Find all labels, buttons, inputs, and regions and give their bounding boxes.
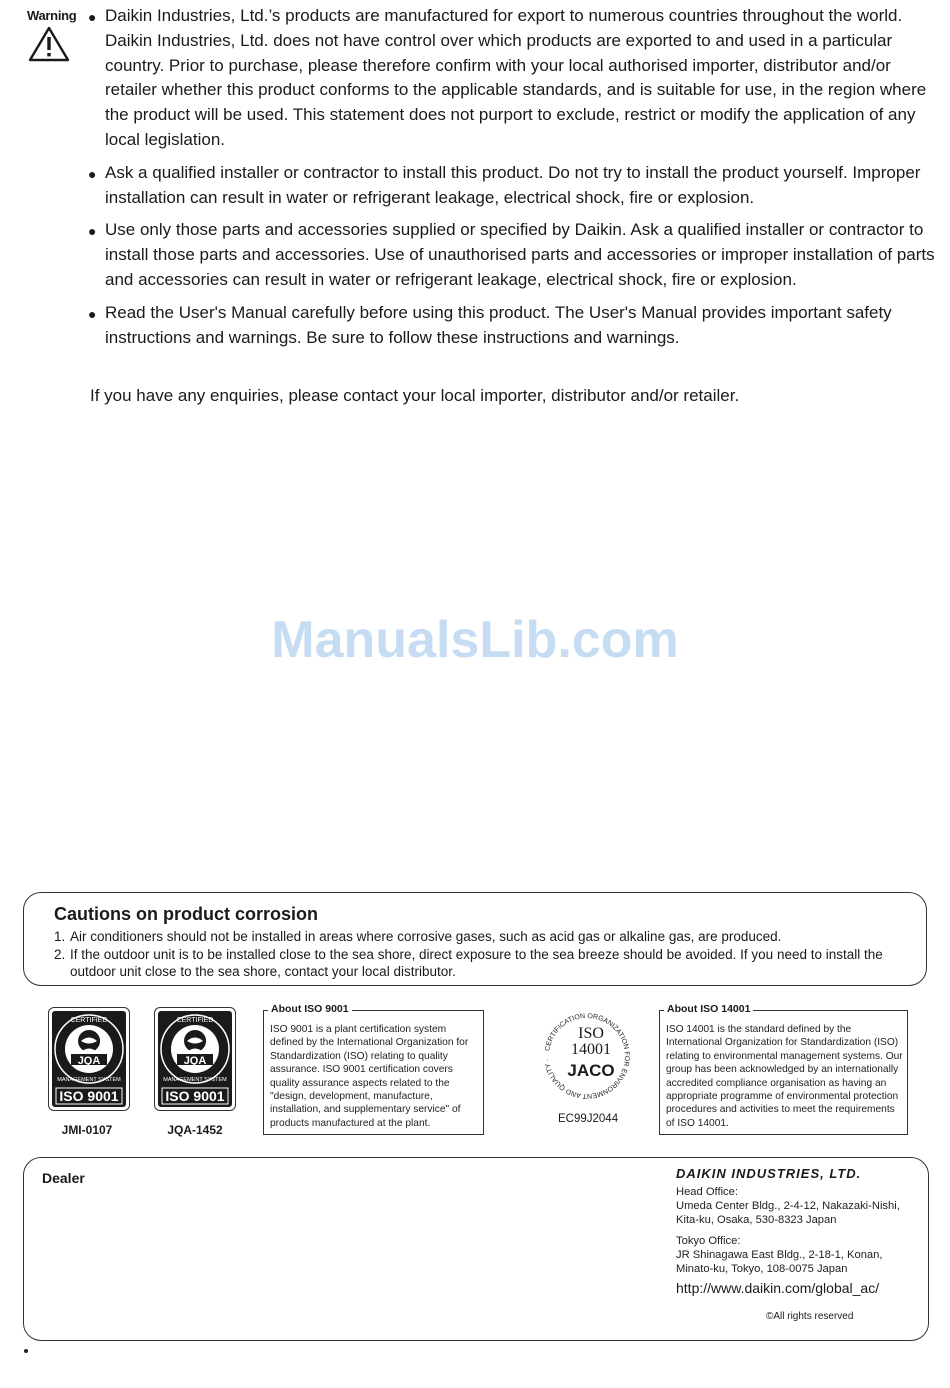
company-name: DAIKIN INDUSTRIES, LTD. — [676, 1166, 862, 1181]
tokyo-office-label: Tokyo Office: — [676, 1235, 741, 1247]
warning-triangle-icon — [28, 26, 70, 67]
tokyo-office-line: JR Shinagawa East Bldg., 2-18-1, Konan, — [676, 1249, 883, 1261]
iso14001-text: ISO 14001 is the standard defined by the International Organization for Standardization (ISO) relating to environmental management systems. Our group has been acknowledged by an internationally accredited compliance organisation as having an appropriate programme of environmental protection procedures and activities to meet the requirements of ISO 14001. — [666, 1024, 903, 1129]
enquiry-text: If you have any enquiries, please contact your local importer, distributor and/or retailer. — [90, 386, 740, 405]
warning-bullet: ● Read the User's Manual carefully before using this product. The User's Manual provides important safety instructions and warnings. Be sure to follow these instructions and warnings. — [88, 302, 892, 347]
jaco-iso14001-logo — [535, 1006, 639, 1111]
head-office-line: Kita-ku, Osaka, 530-8323 Japan — [676, 1214, 837, 1226]
warning-label: Warning — [27, 8, 77, 23]
logo-top-text: CERTIFIED — [176, 1017, 214, 1024]
caution-item: 1. Air conditioners should not be installed in areas where corrosive gases, such as acid gas or alkaline gas, are produced. — [54, 929, 782, 944]
iso9001-text: ISO 9001 is a plant certification system defined by the International Organization for Standardization (ISO) relating to quality assurance. ISO 9001 certification covers quality assurance aspects related to the "design, development, manufacture, installation, and supplementary service" of products manufactured at the plant. — [270, 1024, 469, 1129]
iso9001-title: About ISO 9001 — [268, 1003, 352, 1015]
jqa-iso9001-logo — [154, 1007, 236, 1111]
copyright-text: ©All rights reserved — [766, 1311, 854, 1322]
dealer-label: Dealer — [42, 1170, 85, 1186]
jaco-ring-text: CERTIFICATION ORGANIZATION FOR ENVIRONMENT AND QUALITY · — [544, 1012, 631, 1100]
warning-bullet-list — [88, 4, 936, 358]
jaco-iso: ISO — [578, 1025, 604, 1042]
jaco-org: JACO — [567, 1061, 615, 1080]
head-office-line: Umeda Center Bldg., 2-4-12, Nakazaki-Nishi, — [676, 1200, 900, 1212]
iso14001-info-box — [659, 1003, 908, 1135]
jaco-number: 14001 — [571, 1041, 611, 1058]
logo-org: JQA — [183, 1055, 207, 1067]
bullet-icon: ● — [88, 305, 97, 322]
tokyo-office-line: Minato-ku, Tokyo, 108-0075 Japan — [676, 1263, 848, 1275]
caution-title: Cautions on product corrosion — [54, 904, 318, 924]
iso9001-info-box — [263, 1003, 484, 1135]
warning-bullet: ● Ask a qualified installer or contractor to install this product. Do not try to install the product yourself. Improper installation can result in water or refrigerant leakage, electrical shock, fire or explosion. — [88, 162, 921, 207]
caution-list — [54, 928, 924, 981]
jaco-code: EC99J2044 — [558, 1113, 619, 1125]
iso14001-title: About ISO 14001 — [664, 1003, 753, 1015]
watermark: ManualsLib.com — [271, 611, 679, 669]
bullet-icon: ● — [88, 165, 97, 182]
page-mark — [24, 1349, 28, 1353]
logo-top-text: CERTIFIED — [70, 1017, 108, 1024]
company-url[interactable]: http://www.daikin.com/global_ac/ — [676, 1280, 880, 1296]
jqa-iso9001-logo — [48, 1007, 130, 1111]
bullet-icon: ● — [88, 223, 97, 240]
warning-bullet: ● Daikin Industries, Ltd.’s products are manufactured for export to numerous countries throughout the world. Daikin Industries, Ltd. does not have control over which products are exported to and used in a particular country. Prior to purchase, please therefore confirm with your local authorised importer, distributor and/or retailer whether this product conforms to the applicable standards, and is suitable for use, in the region where the product will be used. This statement does not purport to exclude, restrict or modify the application of any local legislation. — [88, 6, 927, 149]
caution-item: 2. If the outdoor unit is to be installed close to the sea shore, direct exposure to the sea breeze should be avoided. If you need to install the outdoor unit close to the sea shore, contact your local distributor. — [54, 946, 883, 979]
logo-org: JQA — [77, 1055, 101, 1067]
warning-bullet: ● Use only those parts and accessories supplied or specified by Daikin. Ask a qualified installer or contractor to install those parts and accessories. Use of unauthorised parts and accessories or improper installation of parts and accessories can result in water or refrigerant leakage, electrical shock, fire or explosion. — [88, 220, 935, 289]
caution-box — [23, 892, 927, 986]
logo-standard: ISO 9001 — [165, 1088, 225, 1104]
logo-side-text: MANAGEMENT SYSTEM — [57, 1077, 121, 1083]
cert-code: JMI-0107 — [61, 1123, 113, 1137]
cert-code: JQA-1452 — [167, 1123, 223, 1137]
logo-side-text: MANAGEMENT SYSTEM — [163, 1077, 227, 1083]
head-office-label: Head Office: — [676, 1186, 738, 1198]
logo-standard: ISO 9001 — [59, 1088, 119, 1104]
bullet-icon: ● — [88, 9, 97, 25]
